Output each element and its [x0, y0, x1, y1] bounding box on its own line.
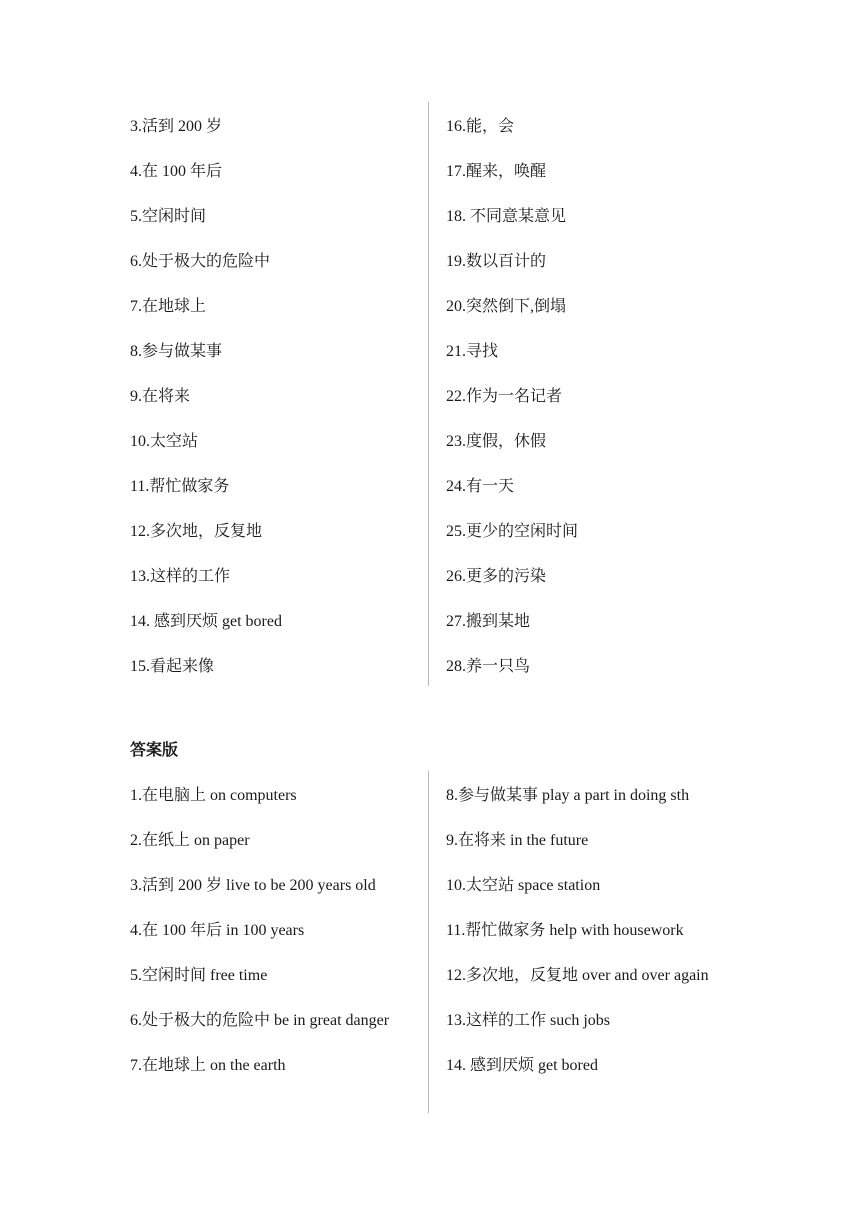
list-item: 6.处于极大的危险中 be in great danger	[130, 1012, 390, 1029]
list-item: 8.参与做某事 play a part in doing sth	[446, 787, 690, 804]
list-item: 2.在纸上 on paper	[130, 832, 250, 849]
vocab-list-section	[130, 116, 750, 686]
list-item: 4.在 100 年后	[130, 163, 223, 180]
list-item: 26.更多的污染	[446, 568, 547, 585]
list-item: 3.活到 200 岁 live to be 200 years old	[130, 877, 376, 894]
list-item: 21.寻找	[446, 343, 499, 360]
list-item: 10.太空站 space station	[446, 877, 601, 894]
list-item: 14. 感到厌烦 get bored	[446, 1057, 598, 1074]
list-item: 14. 感到厌烦 get bored	[130, 613, 282, 630]
list-item: 7.在地球上 on the earth	[130, 1057, 286, 1074]
list-item: 15.看起来像	[130, 658, 215, 675]
list-item: 7.在地球上	[130, 298, 207, 315]
list-item: 24.有一天	[446, 478, 515, 495]
list-item: 5.空闲时间 free time	[130, 967, 268, 984]
list-item: 9.在将来	[130, 388, 191, 405]
list-item: 10.太空站	[130, 433, 199, 450]
column-divider	[428, 771, 429, 1113]
list-item: 6.处于极大的危险中	[130, 253, 271, 270]
list-item: 18. 不同意某意见	[446, 208, 567, 225]
list-item: 28.养一只鸟	[446, 658, 531, 675]
list-item: 1.在电脑上 on computers	[130, 787, 297, 804]
list-item: 22.作为一名记者	[446, 388, 563, 405]
list-item: 23.度假，休假	[446, 433, 547, 450]
list-item: 19.数以百计的	[446, 253, 547, 270]
answer-list-section	[130, 785, 750, 1115]
list-item: 16.能，会	[446, 118, 515, 135]
list-item: 4.在 100 年后 in 100 years	[130, 922, 305, 939]
column-divider	[428, 102, 429, 686]
list-item: 11.帮忙做家务	[130, 478, 230, 495]
list-item: 13.这样的工作 such jobs	[446, 1012, 611, 1029]
list-item: 5.空闲时间	[130, 208, 207, 225]
list-item: 12.多次地，反复地	[130, 523, 263, 540]
list-item: 8.参与做某事	[130, 343, 223, 360]
list-item: 12.多次地，反复地 over and over again	[446, 967, 709, 984]
list-item: 3.活到 200 岁	[130, 118, 223, 135]
list-item: 11.帮忙做家务 help with housework	[446, 922, 684, 939]
list-item: 13.这样的工作	[130, 568, 231, 585]
list-item: 9.在将来 in the future	[446, 832, 589, 849]
list-item: 25.更少的空闲时间	[446, 523, 579, 540]
answer-heading: 答案版	[130, 740, 179, 759]
list-item: 17.醒来，唤醒	[446, 163, 547, 180]
list-item: 20.突然倒下,倒塌	[446, 298, 567, 315]
list-item: 27.搬到某地	[446, 613, 531, 630]
